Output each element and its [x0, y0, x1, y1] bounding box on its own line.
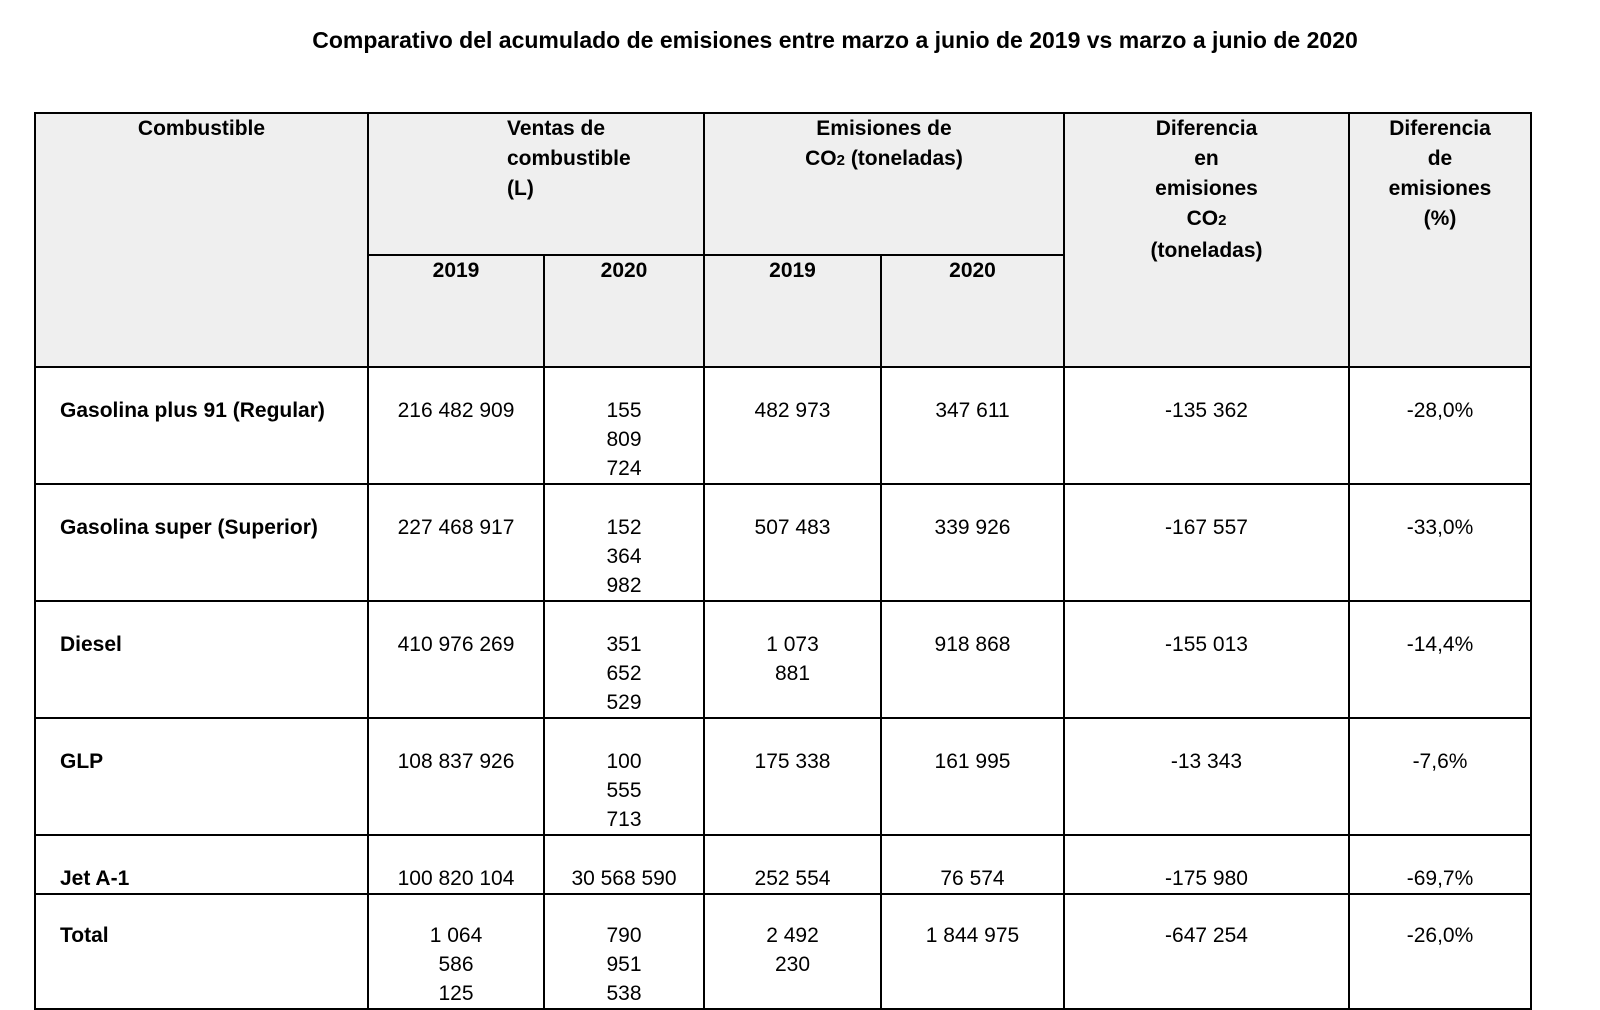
- header-dif-ton-line-3: emisiones: [1155, 177, 1258, 200]
- cell-emisiones-2019: 252 554: [704, 835, 881, 894]
- cell-diferencia-porcentaje: -14,4%: [1349, 601, 1531, 718]
- total-ventas-2020: 790 951 538: [544, 894, 704, 1009]
- total-diferencia-toneladas: -647 254: [1064, 894, 1349, 1009]
- table-row: [35, 601, 1531, 718]
- total-ventas-2019: 1 064 586 125: [368, 894, 544, 1009]
- cell-ventas-2019: 100 820 104: [368, 835, 544, 894]
- table-title: Comparativo del acumulado de emisiones entre marzo a junio de 2019 vs marzo a junio de 2020: [312, 27, 1358, 53]
- header-dif-ton-line-1: Diferencia: [1155, 117, 1258, 140]
- header-dif-ton-co: CO: [1186, 207, 1219, 230]
- cell-ventas-2020: 351 652 529: [544, 601, 704, 718]
- cell-diferencia-porcentaje: -33,0%: [1349, 484, 1531, 601]
- header-ventas-line-2: combustible: [507, 147, 631, 170]
- cell-ventas-2020: 155 809 724: [544, 367, 704, 484]
- cell-ventas-2019: 108 837 926: [368, 718, 544, 835]
- row-fuel-name: Diesel: [35, 601, 368, 718]
- cell-diferencia-toneladas: -167 557: [1064, 484, 1349, 601]
- row-fuel-name: Gasolina plus 91 (Regular): [35, 367, 368, 484]
- header-emisiones-2020: 2020: [881, 255, 1064, 367]
- table-row: [35, 718, 1531, 835]
- cell-diferencia-toneladas: -175 980: [1064, 835, 1349, 894]
- cell-ventas-2019: 410 976 269: [368, 601, 544, 718]
- cell-emisiones-2019: 507 483: [704, 484, 881, 601]
- header-emisiones-line-1: Emisiones de: [816, 117, 952, 140]
- table-row: [35, 835, 1531, 894]
- cell-diferencia-toneladas: -155 013: [1064, 601, 1349, 718]
- row-fuel-name: Jet A-1: [35, 835, 368, 894]
- table-row: [35, 484, 1531, 601]
- total-row: [35, 894, 1531, 1009]
- row-fuel-name: GLP: [35, 718, 368, 835]
- cell-emisiones-2019: 175 338: [704, 718, 881, 835]
- header-dif-ton-unit: (toneladas): [1150, 239, 1263, 262]
- header-row-1: [35, 113, 1531, 255]
- cell-emisiones-2020: 161 995: [881, 718, 1064, 835]
- emissions-table: [34, 112, 1532, 1010]
- cell-emisiones-2019: 482 973: [704, 367, 881, 484]
- total-diferencia-porcentaje: -26,0%: [1349, 894, 1531, 1009]
- cell-ventas-2019: 227 468 917: [368, 484, 544, 601]
- table-row: [35, 367, 1531, 484]
- header-diferencia-toneladas: [1064, 113, 1349, 367]
- header-emisiones-unit: (toneladas): [844, 147, 963, 170]
- header-ventas-2019: 2019: [368, 255, 544, 367]
- cell-ventas-2020: 152 364 982: [544, 484, 704, 601]
- header-combustible: Combustible: [35, 113, 368, 367]
- cell-emisiones-2020: 347 611: [881, 367, 1064, 484]
- header-ventas-line-1: Ventas de: [507, 117, 606, 140]
- header-dif-ton-sub: 2: [1218, 212, 1227, 229]
- cell-diferencia-porcentaje: -28,0%: [1349, 367, 1531, 484]
- cell-diferencia-toneladas: -13 343: [1064, 718, 1349, 835]
- cell-emisiones-2020: 76 574: [881, 835, 1064, 894]
- header-emisiones: [704, 113, 1064, 255]
- cell-ventas-2020: 30 568 590: [544, 835, 704, 894]
- header-diferencia-porcentaje: [1349, 113, 1531, 367]
- cell-emisiones-2020: 918 868: [881, 601, 1064, 718]
- header-dif-pct-line-2: de: [1427, 147, 1453, 170]
- cell-ventas-2019: 216 482 909: [368, 367, 544, 484]
- total-emisiones-2019: 2 492 230: [704, 894, 881, 1009]
- header-emisiones-2019: 2019: [704, 255, 881, 367]
- cell-diferencia-porcentaje: -7,6%: [1349, 718, 1531, 835]
- header-ventas: [368, 113, 704, 255]
- total-label: Total: [35, 894, 368, 1009]
- cell-emisiones-2020: 339 926: [881, 484, 1064, 601]
- header-ventas-line-3: (L): [507, 177, 534, 200]
- cell-emisiones-2019: 1 073 881: [704, 601, 881, 718]
- cell-ventas-2020: 100 555 713: [544, 718, 704, 835]
- total-emisiones-2020: 1 844 975: [881, 894, 1064, 1009]
- header-dif-pct-line-4: (%): [1423, 207, 1457, 230]
- header-emisiones-co: CO: [805, 147, 837, 170]
- row-fuel-name: Gasolina super (Superior): [35, 484, 368, 601]
- header-dif-pct-line-3: emisiones: [1388, 177, 1492, 200]
- header-dif-ton-line-2: en: [1194, 147, 1219, 170]
- header-dif-pct-line-1: Diferencia: [1389, 117, 1491, 140]
- cell-diferencia-toneladas: -135 362: [1064, 367, 1349, 484]
- header-ventas-2020: 2020: [544, 255, 704, 367]
- cell-diferencia-porcentaje: -69,7%: [1349, 835, 1531, 894]
- header-emisiones-sub: 2: [836, 152, 845, 169]
